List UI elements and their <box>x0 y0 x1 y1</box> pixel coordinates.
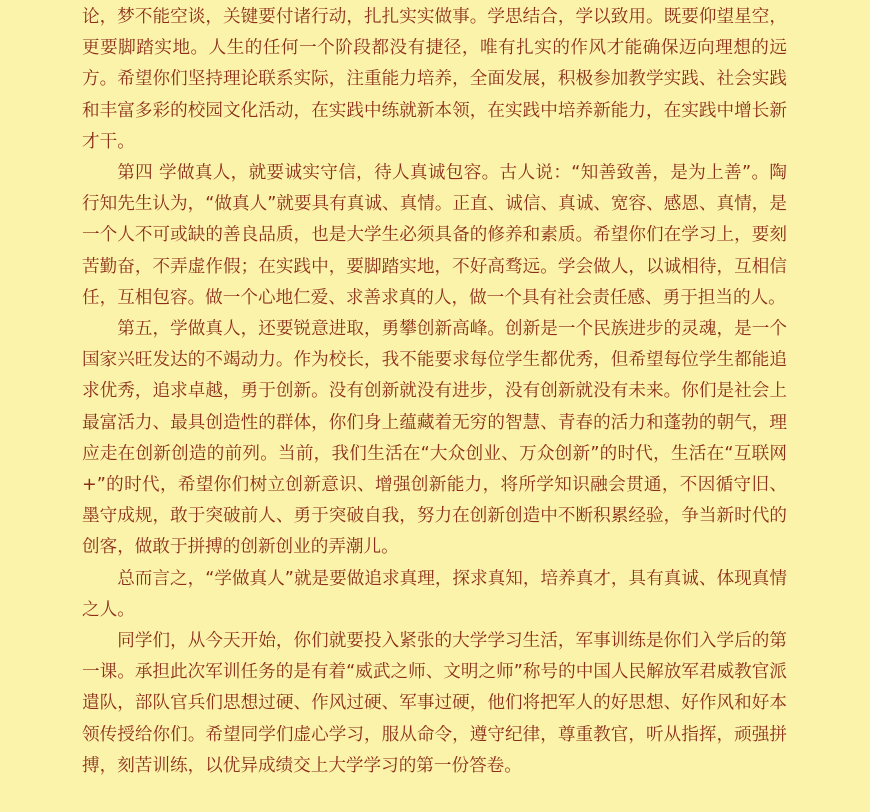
speech-text <box>82 2 787 782</box>
paragraph-summary: 总而言之，“学做真人”就是要做追求真理，探求真知，培养真才，具有真诚、体现真情之人。 <box>82 568 787 620</box>
paragraph-point-four: 第四 学做真人，就要诚实守信，待人真诚包容。古人说：“知善致善，是为上善”。陶行知先生认为，“做真人”就要具有真诚、真情。正直、诚信、真诚、宽容、感恩、真情，是一个人不可或缺的善良品质，也是大学生必须具备的修养和素质。希望你们在学习上，要刻苦勤奋，不弄虚作假；在实践中，要脚踏实地，不好高骛远。学会做人，以诚相待，互相信任，互相包容。做一个心地仁爱、求善求真的人，做一个具有社会责任感、勇于担当的人。 <box>82 163 787 308</box>
paragraph-practice: 论，梦不能空谈，关键要付诸行动，扎扎实实做事。学思结合，学以致用。既要仰望星空，更要脚踏实地。人生的任何一个阶段都没有捷径，唯有扎实的作风才能确保迈向理想的远方。希望你们坚持理论联系实际，注重能力培养，全面发展，积极参加教学实践、社会实践和丰富多彩的校园文化活动，在实践中练就新本领，在实践中培养新能力，在实践中增长新才干。 <box>82 7 787 152</box>
paragraph-point-five: 第五，学做真人，还要锐意进取，勇攀创新高峰。创新是一个民族进步的灵魂，是一个国家兴旺发达的不竭动力。作为校长，我不能要求每位学生都优秀，但希望每位学生都能追求优秀，追求卓越，勇于创新。没有创新就没有进步，没有创新就没有未来。你们是社会上最富活力、最具创造性的群体，你们身上蕴藏着无穷的智慧、青春的活力和蓬勃的朝气，理应走在创新创造的前列。当前，我们生活在“大众创业、万众创新”的时代，生活在“互联网+”的时代，希望你们树立创新意识、增强创新能力，将所学知识融会贯通，不因循守旧、墨守成规，敢于突破前人、勇于突破自我，努力在创新创造中不断积累经验，争当新时代的创客，做敢于拼搏的创新创业的弄潮儿。 <box>82 319 787 558</box>
paragraph-military-training: 同学们，从今天开始，你们就要投入紧张的大学学习生活，军事训练是你们入学后的第一课。承担此次军训任务的是有着“威武之师、文明之师”称号的中国人民解放军君威教官派遣队，部队官兵们思想过硬、作风过硬、军事过硬，他们将把军人的好思想、好作风和好本领传授给你们。希望同学们虚心学习，服从命令，遵守纪律，尊重教官，听从指挥，顽强拼搏，刻苦训练，以优异成绩交上大学学习的第一份答卷。 <box>82 631 787 776</box>
